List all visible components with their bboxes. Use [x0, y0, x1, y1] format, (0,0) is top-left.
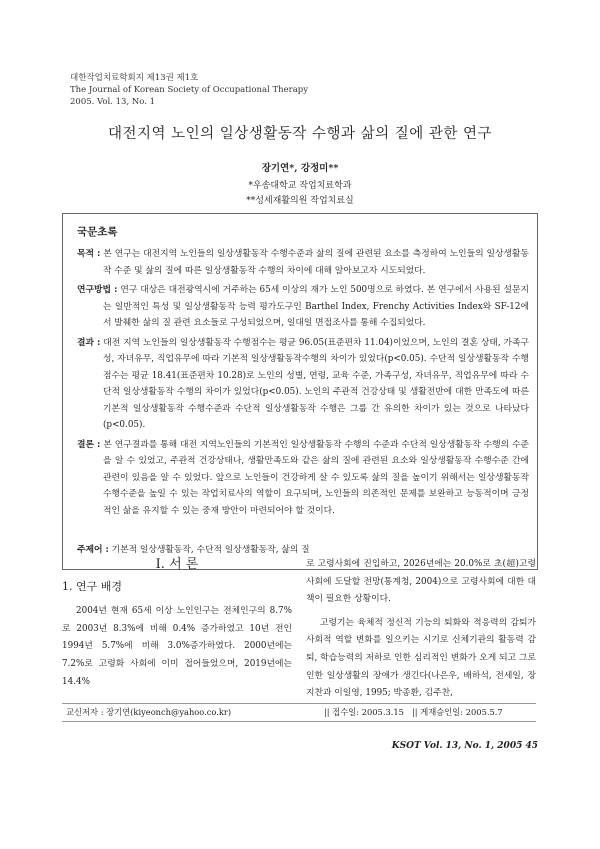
abstract-label: 결과 :	[77, 337, 101, 348]
abstract-results	[77, 335, 529, 434]
journal-header	[70, 72, 308, 108]
body-paragraph: 로 고령사회에 진입하고, 2026년에는 20.0%로 초(超)고령사회에 도달할 전망(통계청, 2004)으로 고령사회에 대한 대책이 필요한 상황이다.	[306, 559, 536, 605]
abstract-label: 결론 :	[77, 439, 101, 450]
journal-volume: 2005. Vol. 13, No. 1	[70, 97, 156, 107]
abstract-purpose	[77, 246, 529, 279]
abstract-text: 본 연구결과를 통해 대전 지역노인들의 기본적인 일상생활동작 수행의 수준과 수단적 일상생활동작 수행의 수준을 알 수 있었고, 주관적 건강상태나, 생활만족도와 같은 삶의 질에 관련된 요소와 일상생활동작 수행수준 간에 관련이 있음을 알 수 있었다. 앞으로 노인들이 건강하게 살 수 있도록 삶의 질을 높이기 위해서는 일상생활동작 수행수준을 높일 수 있는 작업치료사의 역할이 요구되며, 노인들의 의존적인 문제를 보완하고 능동적이며 긍정적인 삶을 유지할 수 있는 중재 방안이 마련되어야 할 것이다.	[103, 439, 530, 516]
abstract-conclusion	[77, 437, 529, 520]
left-column	[62, 556, 292, 691]
keywords-text: 기본적 일상생활동작, 수단적 일상생활동작, 삶의 질	[111, 545, 310, 555]
body-paragraph: 고령기는 육체적 정신적 기능의 퇴화와 적응력의 감퇴가 사회적 역할 변화를 일으키는 시기로 신체기관의 활동력 감퇴, 학습능력의 저하로 인한 심리적인 변화가 오게 되고 그로 인한 일상생활의 장애가 생긴다(나은우, 배하석, 전세일, 장지찬과 이일영, 1995; 박종환, 김주찬,	[306, 617, 536, 699]
keywords-label: 주제어 :	[77, 545, 109, 555]
abstract-method	[77, 282, 529, 332]
abstract-heading: 국문초록	[77, 226, 118, 238]
section-title: Ⅰ. 서 론	[155, 557, 199, 572]
journal-name-english: The Journal of Korean Society of Occupational Therapy	[70, 85, 309, 95]
abstract-text: 연구 대상은 대전광역시에 거주하는 65세 이상의 재가 노인 500명으로 하였다. 본 연구에서 사용된 설문지는 일반적인 특성 및 일상생활동작 능력 평가도구인 Barthel Index, Frenchy Activities Index와 SF-12에서 발췌한 삶의 질 관련 요소들로 구성되었으며, 일대일 면접조사를 통해 수집되었다.	[103, 285, 530, 328]
correspondence-footer	[62, 703, 536, 722]
received-date: || 접수일: 2005.3.15	[324, 707, 404, 717]
abstract-text: 대전 지역 노인들의 일상생활동작 수행점수는 평균 96.05(표준편차 11.04)이었으며, 노인의 결혼 상태, 가족구성, 자녀유무, 직업유무에 따라 기본적 일상생활동작수행의 차이가 있었다(p<0.05). 수단적 일상생활동작 수행점수는 평균 18.41(표준편차 10.28)로 노인의 성별, 연령, 교육 수준, 가족구성, 자녀유무, 직업유무에 따라 수단적 일상생활동작 수행의 차이가 있었다(p<0.05). 노인의 주관적 건강상태 및 생활전반에 대한 만족도에 따른 기본적 일상생활동작 수행수준과 수단적 일상생활동작 수행은 그룹 간 유의한 차이가 있는 것으로 나타났다(p<0.05).	[103, 337, 530, 430]
body-paragraph: 2004년 현재 65세 이상 노인인구는 전체인구의 8.7%로 2003년 8.3%에 비해 0.4% 증가하였고 10년 전인 1994년 5.7%에 비해 3.0%증가하였다. 2000년에는 7.2%로 고령화 사회에 이미 접어들었으며, 2019년에는 14.4%	[62, 606, 292, 687]
journal-name-korean: 대한작업치료학회지 제13권 제1호	[70, 73, 199, 83]
corresponding-author: 교신저자 : 장기연(kiyeonch@yahoo.co.kr)	[66, 707, 232, 717]
accepted-date: || 게재승인일: 2005.5.7	[412, 707, 503, 717]
abstract-label: 목적 :	[77, 249, 101, 259]
abstract-text: 본 연구는 대전지역 노인들의 일상생활동작 수행수준과 삶의 질에 관련된 요소를 측정하여 노인들의 일상생활동작 수준 및 삶의 질에 따른 일상생활동작 수행의 차이에 대해 알아보고자 시도되었다.	[103, 249, 530, 276]
abstract-label: 연구방법 :	[77, 285, 118, 295]
authors: 장기연*, 강정미**	[261, 163, 339, 174]
page-footer: KSOT Vol. 13, No. 1, 2005 45	[391, 741, 538, 751]
right-column	[306, 556, 536, 703]
keywords	[77, 542, 529, 555]
abstract-body	[77, 246, 529, 522]
affiliation-1: *우송대학교 작업치료학과	[248, 181, 352, 191]
affiliation-2: **성세재활의원 작업치료실	[246, 196, 354, 206]
subsection-title: 1. 연구 배경	[62, 579, 122, 593]
abstract-box	[62, 213, 538, 570]
paper-title: 대전지역 노인의 일상생활동작 수행과 삶의 질에 관한 연구	[108, 126, 492, 142]
